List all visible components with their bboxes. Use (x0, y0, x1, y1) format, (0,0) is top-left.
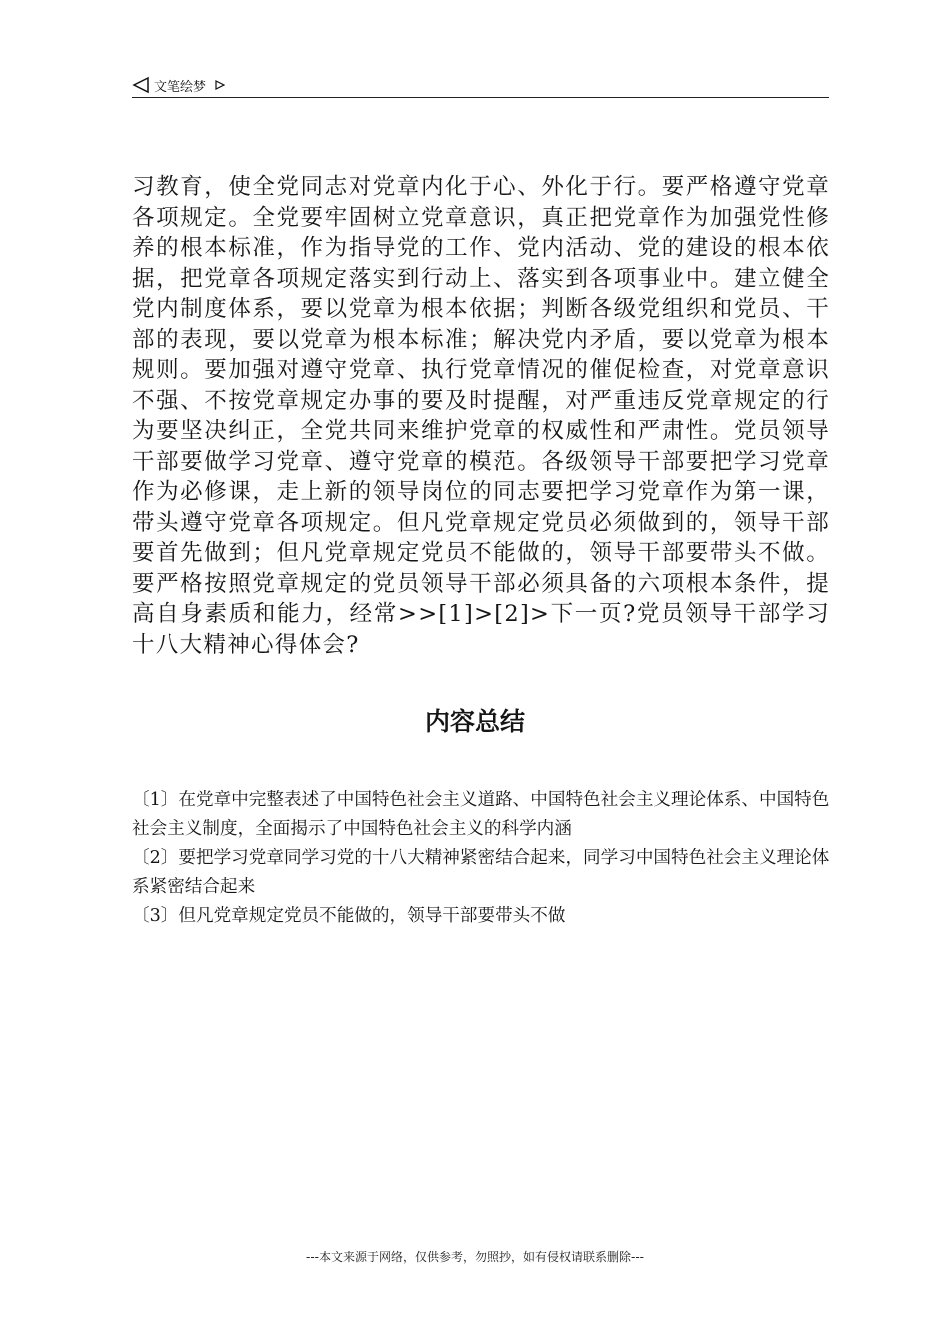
footer-notice: ---本文来源于网络，仅供参考，勿照抄，如有侵权请联系删除--- (306, 1250, 644, 1264)
summary-list (132, 786, 832, 931)
triangle-right-icon (214, 79, 226, 91)
header-divider (132, 97, 829, 98)
summary-item: 〔1〕在党章中完整表述了中国特色社会主义道路、中国特色社会主义理论体系、中国特色社会主义制度，全面揭示了中国特色社会主义的科学内涵 (132, 790, 830, 839)
summary-item: 〔2〕要把学习党章同学习党的十八大精神紧密结合起来，同学习中国特色社会主义理论体系紧密结合起来 (132, 848, 830, 897)
summary-item: 〔3〕但凡党章规定党员不能做的，领导干部要带头不做 (132, 906, 566, 926)
body-paragraph: 习教育，使全党同志对党章内化于心、外化于行。要严格遵守党章各项规定。全党要牢固树立党章意识，真正把党章作为加强党性修养的根本标准，作为指导党的工作、党内活动、党的建设的根本依据，把党章各项规定落实到行动上、落实到各项事业中。建立健全党内制度体系，要以党章为根本依据；判断各级党组织和党员、干部的表现，要以党章为根本标准；解决党内矛盾，要以党章为根本规则。要加强对遵守党章、执行党章情况的催促检查，对党章意识不强、不按党章规定办事的要及时提醒，对严重违反党章规定的行为要坚决纠正，全党共同来维护党章的权威性和严肃性。党员领导干部要做学习党章、遵守党章的模范。各级领导干部要把学习党章作为必修课，走上新的领导岗位的同志要把学习党章作为第一课，带头遵守党章各项规定。但凡党章规定党员必须做到的，领导干部要首先做到；但凡党章规定党员不能做的，领导干部要带头不做。要严格按照党章规定的党员领导干部必须具备的六项根本条件，提高自身素质和能力，经常>>[1]>[2]>下一页?党员领导干部学习十八大精神心得体会? (132, 174, 830, 658)
summary-title: 内容总结 (424, 707, 525, 736)
header-brand: 文笔绘梦 (154, 79, 207, 95)
triangle-left-icon (132, 76, 150, 94)
page-header (132, 74, 226, 96)
